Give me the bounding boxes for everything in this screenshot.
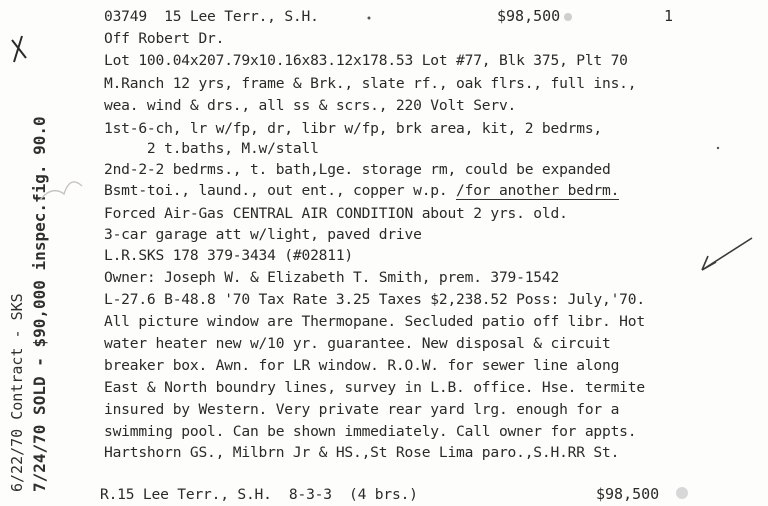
footer-price: $98,500 — [596, 485, 660, 503]
dot-icon — [368, 17, 371, 20]
side-note-sold: 7/24/70 SOLD - $90,000 inspec.fig. 90.0 — [30, 116, 49, 492]
arrow-mark-icon — [702, 238, 752, 270]
body-line: Forced Air-Gas CENTRAL AIR CONDITION about 2 yrs. old. — [104, 205, 568, 222]
listing-number: 03749 — [104, 8, 147, 25]
body-line: insured by Western. Very private rear yard lrg. enough for a — [104, 401, 620, 418]
body-line: L-27.6 B-48.8 '70 Tax Rate 3.25 Taxes $2,238.52 Poss: July,'70. — [104, 291, 645, 308]
insert-note: /for another bedrm. — [456, 182, 620, 199]
body-line: 3-car garage att w/light, paved drive — [104, 226, 422, 243]
body-line: 1st-6-ch, lr w/fp, dr, libr w/fp, brk area, kit, 2 bedrms, — [104, 120, 602, 137]
listing-address: 15 Lee Terr., S.H. — [164, 8, 319, 25]
basement-text: Bsmt-toi., laund., out ent., copper w.p. — [104, 182, 448, 199]
body-line: Owner: Joseph W. & Elizabeth T. Smith, prem. 379-1542 — [104, 269, 560, 286]
body-line: East & North boundry lines, survey in L.B. office. Hse. termite — [104, 379, 645, 396]
body-line: Off Robert Dr. — [104, 30, 225, 47]
body-line: water heater new w/10 yr. guarantee. New disposal & circuit — [104, 335, 611, 352]
body-line: swimming pool. Can be shown immediately. Call owner for appts. — [104, 423, 637, 440]
body-line: L.R.SKS 178 379-3434 (#02811) — [104, 247, 353, 264]
body-line: Hartshorn GS., Milbrn Jr & HS.,St Rose Lima paro.,S.H.RR St. — [104, 444, 620, 461]
header-price: $98,500 — [497, 7, 561, 25]
body-line: wea. wind & drs., all ss & scrs., 220 Volt Serv. — [104, 97, 517, 114]
footer-rooms: (4 brs.) — [349, 486, 418, 503]
footer-ref: R.15 Lee Terr., S.H. — [100, 486, 272, 503]
dot-icon — [717, 147, 719, 149]
x-mark-icon — [12, 36, 26, 62]
body-line: 2 t.baths, M.w/stall — [104, 140, 319, 157]
smudge-icon — [564, 13, 572, 21]
body-line: breaker box. Awn. for LR window. R.O.W. for sewer line along — [104, 357, 620, 374]
body-line: Lot 100.04x207.79x10.16x83.12x178.53 Lot #77, Blk 375, Plt 70 — [104, 52, 628, 69]
body-line: All picture window are Thermopane. Secluded patio off libr. Hot — [104, 313, 645, 330]
pencil-scribble-icon — [40, 182, 82, 200]
smudge-icon — [676, 487, 688, 499]
page-number: 1 — [664, 7, 674, 25]
side-note-contract: 6/22/70 Contract - SKS — [8, 293, 26, 492]
footer-code: 8-3-3 — [288, 486, 332, 503]
body-line: M.Ranch 12 yrs, frame & Brk., slate rf., oak flrs., full ins., — [104, 75, 637, 92]
body-line: 2nd-2-2 bedrms., t. bath,Lge. storage rm, could be expanded — [104, 161, 611, 178]
